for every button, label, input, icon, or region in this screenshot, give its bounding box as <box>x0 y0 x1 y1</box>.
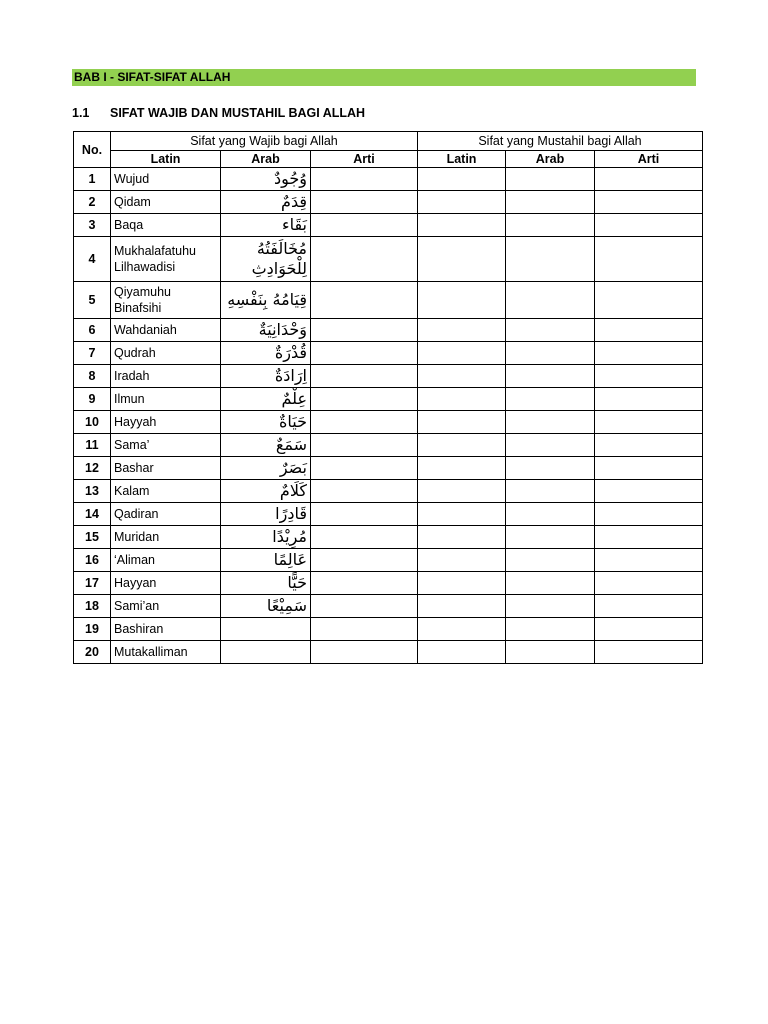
mustahil-latin-cell <box>418 549 506 572</box>
arti-cell <box>311 526 418 549</box>
arab-cell: قِدَمٌ <box>221 191 311 214</box>
mustahil-latin-cell <box>418 526 506 549</box>
mustahil-arti-cell <box>595 237 703 282</box>
mustahil-arti-cell <box>595 282 703 319</box>
arti-cell <box>311 549 418 572</box>
table-row <box>74 191 703 214</box>
sifat-table <box>73 131 703 664</box>
arab-cell: حَيَاةٌ <box>221 411 311 434</box>
arti-cell <box>311 618 418 641</box>
header-mustahil-arab: Arab <box>506 151 595 168</box>
arti-cell <box>311 365 418 388</box>
arti-cell <box>311 319 418 342</box>
mustahil-arti-cell <box>595 480 703 503</box>
mustahil-latin-cell <box>418 595 506 618</box>
row-number: 10 <box>74 411 111 434</box>
mustahil-latin-cell <box>418 457 506 480</box>
arab-cell: وُجُودٌ <box>221 168 311 191</box>
header-sifat-mustahil: Sifat yang Mustahil bagi Allah <box>418 132 703 151</box>
arab-cell: بَصَرٌ <box>221 457 311 480</box>
arti-cell <box>311 457 418 480</box>
mustahil-arti-cell <box>595 342 703 365</box>
table-row <box>74 618 703 641</box>
arab-cell: عِلْمٌ <box>221 388 311 411</box>
arti-cell <box>311 282 418 319</box>
mustahil-arti-cell <box>595 503 703 526</box>
arti-cell <box>311 572 418 595</box>
mustahil-arti-cell <box>595 388 703 411</box>
mustahil-latin-cell <box>418 618 506 641</box>
mustahil-arab-cell <box>506 388 595 411</box>
row-number: 1 <box>74 168 111 191</box>
table-row <box>74 595 703 618</box>
row-number: 2 <box>74 191 111 214</box>
mustahil-latin-cell <box>418 411 506 434</box>
latin-cell: Muridan <box>111 526 221 549</box>
header-mustahil-arti: Arti <box>595 151 703 168</box>
mustahil-arab-cell <box>506 168 595 191</box>
header-sifat-wajib: Sifat yang Wajib bagi Allah <box>111 132 418 151</box>
mustahil-arab-cell <box>506 480 595 503</box>
arab-cell <box>221 641 311 664</box>
mustahil-latin-cell <box>418 342 506 365</box>
table-row <box>74 282 703 319</box>
mustahil-arab-cell <box>506 319 595 342</box>
arab-cell: اِرَادَةٌ <box>221 365 311 388</box>
arab-cell: قُدْرَةٌ <box>221 342 311 365</box>
table-row <box>74 526 703 549</box>
mustahil-arab-cell <box>506 434 595 457</box>
row-number: 14 <box>74 503 111 526</box>
header-wajib-latin: Latin <box>111 151 221 168</box>
mustahil-arab-cell <box>506 214 595 237</box>
mustahil-arab-cell <box>506 618 595 641</box>
table-row <box>74 411 703 434</box>
arti-cell <box>311 411 418 434</box>
row-number: 18 <box>74 595 111 618</box>
table-row <box>74 168 703 191</box>
mustahil-arab-cell <box>506 595 595 618</box>
latin-cell: Qadiran <box>111 503 221 526</box>
latin-cell: Wujud <box>111 168 221 191</box>
table-row <box>74 365 703 388</box>
arab-cell: حَيًّا <box>221 572 311 595</box>
arab-cell: وَحْدَانِيَةٌ <box>221 319 311 342</box>
row-number: 6 <box>74 319 111 342</box>
latin-cell: Hayyan <box>111 572 221 595</box>
mustahil-arti-cell <box>595 641 703 664</box>
header-wajib-arab: Arab <box>221 151 311 168</box>
table-row <box>74 572 703 595</box>
mustahil-arab-cell <box>506 237 595 282</box>
latin-cell: Kalam <box>111 480 221 503</box>
mustahil-arab-cell <box>506 191 595 214</box>
arab-cell: سَمَعٌ <box>221 434 311 457</box>
arab-cell: قَادِرًا <box>221 503 311 526</box>
mustahil-arab-cell <box>506 503 595 526</box>
table-row <box>74 503 703 526</box>
arti-cell <box>311 214 418 237</box>
latin-cell: Mukhalafatuhu Lilhawadisi <box>111 237 221 282</box>
latin-cell: Ilmun <box>111 388 221 411</box>
arab-cell: كَلَامٌ <box>221 480 311 503</box>
mustahil-arab-cell <box>506 282 595 319</box>
mustahil-latin-cell <box>418 282 506 319</box>
row-number: 20 <box>74 641 111 664</box>
arti-cell <box>311 503 418 526</box>
row-number: 19 <box>74 618 111 641</box>
section-heading <box>72 105 365 121</box>
latin-cell: Sami’an <box>111 595 221 618</box>
arab-cell: مُرِيْدًا <box>221 526 311 549</box>
mustahil-latin-cell <box>418 480 506 503</box>
row-number: 9 <box>74 388 111 411</box>
arab-cell: بَقَاء <box>221 214 311 237</box>
row-number: 12 <box>74 457 111 480</box>
arab-cell: مُخَالَفَتُهُ لِلْحَوَادِثِ <box>221 237 311 282</box>
table-row <box>74 214 703 237</box>
table-row <box>74 342 703 365</box>
latin-cell: Sama’ <box>111 434 221 457</box>
mustahil-latin-cell <box>418 319 506 342</box>
mustahil-latin-cell <box>418 572 506 595</box>
mustahil-arti-cell <box>595 168 703 191</box>
row-number: 3 <box>74 214 111 237</box>
mustahil-latin-cell <box>418 503 506 526</box>
latin-cell: Wahdaniah <box>111 319 221 342</box>
chapter-title: BAB I - SIFAT-SIFAT ALLAH <box>72 69 696 86</box>
mustahil-latin-cell <box>418 641 506 664</box>
arti-cell <box>311 480 418 503</box>
arti-cell <box>311 641 418 664</box>
table-row <box>74 480 703 503</box>
mustahil-latin-cell <box>418 388 506 411</box>
arti-cell <box>311 434 418 457</box>
table-row <box>74 641 703 664</box>
mustahil-arti-cell <box>595 549 703 572</box>
mustahil-arab-cell <box>506 457 595 480</box>
arti-cell <box>311 342 418 365</box>
mustahil-arab-cell <box>506 549 595 572</box>
latin-cell: Iradah <box>111 365 221 388</box>
mustahil-arti-cell <box>595 595 703 618</box>
mustahil-arti-cell <box>595 191 703 214</box>
arti-cell <box>311 168 418 191</box>
section-title: SIFAT WAJIB DAN MUSTAHIL BAGI ALLAH <box>110 106 366 120</box>
latin-cell: Bashar <box>111 457 221 480</box>
mustahil-arti-cell <box>595 457 703 480</box>
header-wajib-arti: Arti <box>311 151 418 168</box>
mustahil-arti-cell <box>595 411 703 434</box>
mustahil-arti-cell <box>595 572 703 595</box>
header-no: No. <box>74 132 111 168</box>
row-number: 11 <box>74 434 111 457</box>
arab-cell <box>221 618 311 641</box>
row-number: 4 <box>74 237 111 282</box>
mustahil-arab-cell <box>506 572 595 595</box>
row-number: 5 <box>74 282 111 319</box>
mustahil-arab-cell <box>506 342 595 365</box>
arti-cell <box>311 388 418 411</box>
table-body <box>74 168 703 664</box>
mustahil-arti-cell <box>595 365 703 388</box>
arab-cell: عَالِمًا <box>221 549 311 572</box>
latin-cell: ‘Aliman <box>111 549 221 572</box>
arab-cell: قِيَامُهُ بِنَفْسِهِ <box>221 282 311 319</box>
mustahil-arti-cell <box>595 618 703 641</box>
mustahil-latin-cell <box>418 191 506 214</box>
mustahil-arti-cell <box>595 319 703 342</box>
mustahil-latin-cell <box>418 168 506 191</box>
mustahil-arab-cell <box>506 641 595 664</box>
arti-cell <box>311 237 418 282</box>
row-number: 15 <box>74 526 111 549</box>
row-number: 16 <box>74 549 111 572</box>
row-number: 17 <box>74 572 111 595</box>
latin-cell: Hayyah <box>111 411 221 434</box>
arti-cell <box>311 191 418 214</box>
mustahil-arti-cell <box>595 434 703 457</box>
row-number: 7 <box>74 342 111 365</box>
table-row <box>74 457 703 480</box>
latin-cell: Bashiran <box>111 618 221 641</box>
latin-cell: Qidam <box>111 191 221 214</box>
mustahil-arab-cell <box>506 526 595 549</box>
table-row <box>74 237 703 282</box>
mustahil-latin-cell <box>418 214 506 237</box>
mustahil-arti-cell <box>595 526 703 549</box>
table-row <box>74 434 703 457</box>
mustahil-latin-cell <box>418 237 506 282</box>
header-mustahil-latin: Latin <box>418 151 506 168</box>
table-row <box>74 319 703 342</box>
row-number: 13 <box>74 480 111 503</box>
mustahil-arti-cell <box>595 214 703 237</box>
latin-cell: Baqa <box>111 214 221 237</box>
latin-cell: Qudrah <box>111 342 221 365</box>
table-row <box>74 388 703 411</box>
arab-cell: سَمِيْعًا <box>221 595 311 618</box>
row-number: 8 <box>74 365 111 388</box>
mustahil-latin-cell <box>418 434 506 457</box>
table-row <box>74 549 703 572</box>
section-number: 1.1 <box>72 106 90 120</box>
mustahil-arab-cell <box>506 411 595 434</box>
mustahil-arab-cell <box>506 365 595 388</box>
latin-cell: Mutakalliman <box>111 641 221 664</box>
mustahil-latin-cell <box>418 365 506 388</box>
latin-cell: Qiyamuhu Binafsihi <box>111 282 221 319</box>
arti-cell <box>311 595 418 618</box>
